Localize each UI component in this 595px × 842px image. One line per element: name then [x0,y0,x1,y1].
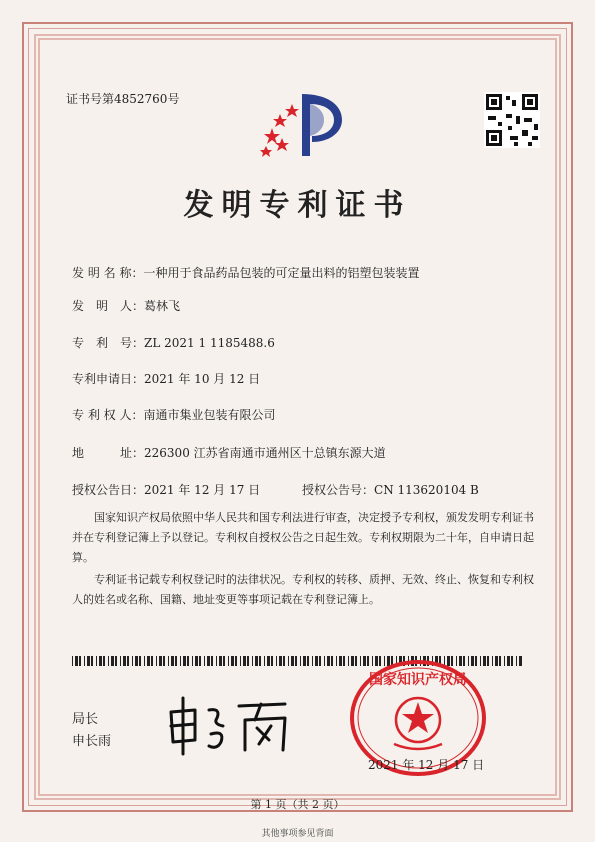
seal-date: 2021 年 12 月 17 日 [368,758,485,772]
patent-number-label: 专 利 号： [72,336,145,350]
page-number: 第 1 页（共 2 页） [250,798,345,811]
official-title: 局长 [72,712,99,727]
invention-name-value: 一种用于食品药品包装的可定量出料的铝塑包装装置 [143,266,420,280]
address-row [72,444,386,461]
certificate-title: 发明专利证书 [183,188,412,223]
grant-number-value: CN 113620104 B [374,483,479,497]
inventor-label: 发 明 人： [72,299,145,313]
patent-office-logo-icon [258,84,350,164]
grant-number-row [302,481,479,498]
patent-number-value: ZL 2021 1 1185488.6 [144,336,275,350]
filing-date-label: 专利申请日： [72,372,145,386]
statement-paragraph: 国家知识产权局依照中华人民共和国专利法进行审查，决定授予专利权，颁发发明专利证书并在专利登记簿上予以登记。专利权自授权公告之日起生效。专利权期限为二十年，自申请日起算。 [72,511,534,564]
seal-text: 国家知识产权局 [369,672,467,688]
address-value: 226300 江苏省南通市通州区十总镇东源大道 [144,446,386,460]
inventor-row [72,297,180,314]
patentee-label: 专 利 权 人： [72,408,144,422]
grant-number-label: 授权公告号： [302,483,375,497]
patentee-value: 南通市集业包装有限公司 [143,408,276,422]
grant-date-value: 2021 年 12 月 17 日 [144,483,261,497]
filing-date-value: 2021 年 10 月 12 日 [144,372,261,386]
inventor-value: 葛林飞 [144,299,181,313]
patent-number-row [72,334,275,351]
signature-icon [165,690,295,760]
grant-date-row [72,481,260,498]
qr-code-icon [484,92,540,148]
address-label: 地 址： [72,446,145,460]
legal-status-paragraph: 专利证书记载专利权登记时的法律状况。专利权的转移、质押、无效、终止、恢复和专利权人的姓名或名称、国籍、地址变更等事项记载在专利登记簿上。 [72,573,534,606]
patentee-row [72,406,275,423]
filing-date-row [72,370,260,387]
certificate-number: 证书号第4852760号 [66,92,180,106]
grant-date-label: 授权公告日： [72,483,145,497]
official-name: 申长雨 [72,734,112,749]
invention-name-label: 发 明 名 称： [72,266,144,280]
footer-note: 其他事项参见背面 [261,829,334,839]
invention-name-row [72,264,419,281]
